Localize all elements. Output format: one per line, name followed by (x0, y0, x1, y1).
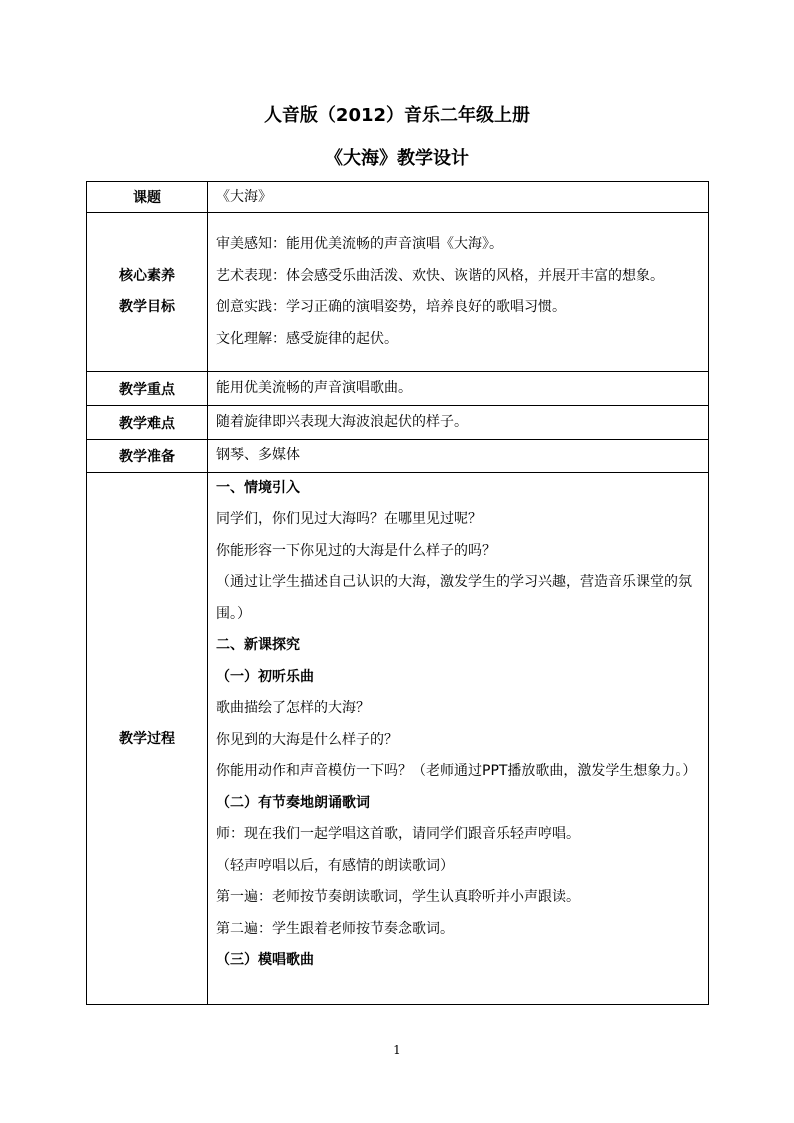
subsection-1-line-2: 你见到的大海是什么样子的？ (216, 731, 398, 748)
subsection-2-line-4: 第二遍：学生跟着老师按节奏念歌词。 (216, 920, 454, 937)
key-point-text: 能用优美流畅的声音演唱歌曲。 (216, 379, 412, 396)
page-number: 1 (393, 1043, 401, 1057)
goal-culture: 文化理解：感受旋律的起伏。 (216, 330, 398, 347)
preparation-text: 钢琴、多媒体 (216, 447, 300, 463)
topic-value (208, 182, 709, 213)
goals-label (87, 213, 208, 372)
key-point-label: 教学重点 (87, 372, 208, 406)
difficulty-value (208, 406, 709, 440)
topic-label: 课题 (87, 182, 208, 213)
key-point-value (208, 372, 709, 406)
subsection-1-line-3: 你能用动作和声音模仿一下吗？（老师通过PPT播放歌曲，激发学生想象力。） (216, 763, 697, 779)
section-1-line-3: （通过让学生描述自己认识的大海，激发学生的学习兴趣，营造音乐课堂的氛围。） (216, 574, 692, 622)
section-1-heading: 一、情境引入 (216, 479, 300, 496)
goals-content (208, 213, 709, 372)
table-row-topic (87, 182, 709, 213)
subsection-2-line-3: 第一遍：老师按节奏朗读歌词，学生认真聆听并小声跟读。 (216, 889, 580, 905)
table-row-process (87, 472, 709, 1004)
difficulty-label: 教学难点 (87, 406, 208, 440)
goals-label-line-2: 教学目标 (119, 299, 175, 315)
goal-practice: 创意实践：学习正确的演唱姿势，培养良好的歌唱习惯。 (216, 299, 566, 315)
subsection-2-line-2: （轻声哼唱以后，有感情的朗读歌词） (216, 857, 454, 874)
process-label: 教学过程 (87, 472, 208, 1004)
table-row-goals (87, 213, 709, 372)
process-content (208, 472, 709, 1004)
document-subtitle: 《大海》教学设计 (325, 148, 469, 169)
table-row-difficulty (87, 406, 709, 440)
subsection-3-heading: （三）模唱歌曲 (216, 952, 314, 968)
difficulty-text: 随着旋律即兴表现大海波浪起伏的样子。 (216, 413, 468, 430)
subsection-2-line-1: 师：现在我们一起学唱这首歌，请同学们跟音乐轻声哼唱。 (216, 826, 580, 842)
lesson-plan-table (86, 181, 709, 1005)
table-row-key-point (87, 372, 709, 406)
topic-text: 《大海》 (216, 189, 272, 205)
subsection-1-heading: （一）初听乐曲 (216, 668, 314, 685)
goal-aesthetic: 审美感知：能用优美流畅的声音演唱《大海》。 (216, 236, 503, 252)
preparation-value (208, 440, 709, 473)
goals-label-line-1: 核心素养 (119, 268, 175, 284)
section-2-heading: 二、新课探究 (216, 637, 300, 653)
document-title: 人音版（2012）音乐二年级上册 (263, 105, 531, 126)
preparation-label: 教学准备 (87, 440, 208, 473)
goal-artistic: 艺术表现：体会感受乐曲活泼、欢快、诙谐的风格，并展开丰富的想象。 (216, 267, 664, 284)
subsection-2-heading: （二）有节奏地朗诵歌词 (216, 794, 370, 811)
section-1-line-1: 同学们，你们见过大海吗？在哪里见过呢？ (216, 511, 482, 527)
table-row-preparation (87, 440, 709, 473)
subsection-1-line-1: 歌曲描绘了怎样的大海？ (216, 700, 370, 716)
section-1-line-2: 你能形容一下你见过的大海是什么样子的吗？ (216, 542, 496, 559)
